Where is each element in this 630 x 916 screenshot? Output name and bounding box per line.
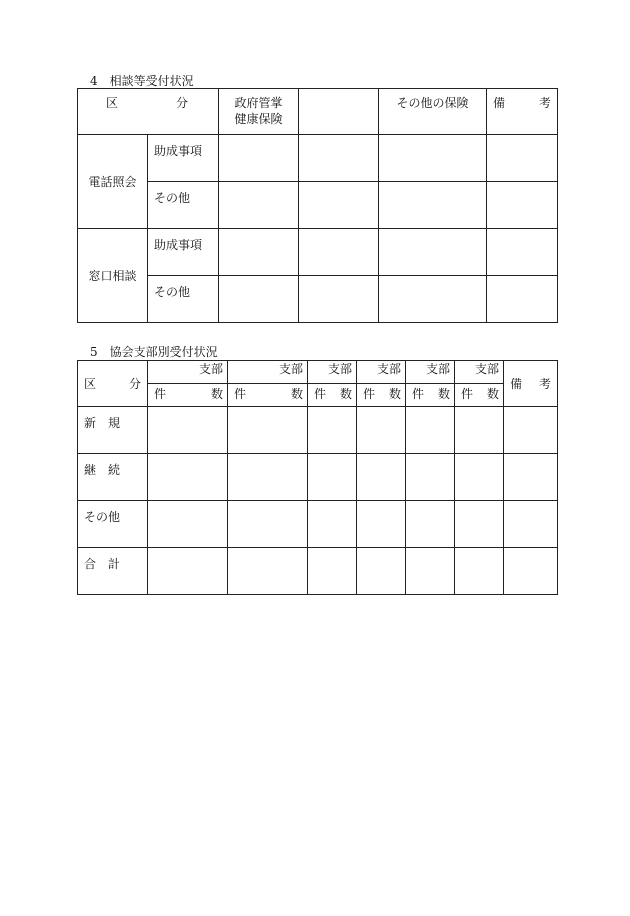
consultation-table bbox=[77, 88, 558, 323]
cell bbox=[487, 182, 558, 229]
branch-header: 支部 bbox=[406, 361, 455, 384]
cell bbox=[148, 548, 228, 595]
cell bbox=[504, 454, 558, 501]
cell bbox=[504, 548, 558, 595]
cell bbox=[219, 229, 299, 276]
branch-header: 支部 bbox=[455, 361, 504, 384]
cell bbox=[406, 407, 455, 454]
remarks-header: 備 考 bbox=[487, 89, 558, 135]
category-header: 区 分 bbox=[78, 361, 148, 407]
header-row bbox=[78, 361, 558, 384]
cell bbox=[219, 276, 299, 323]
table-row bbox=[78, 276, 558, 323]
row-label: 継 続 bbox=[78, 454, 148, 501]
count-header: 件 数 bbox=[308, 384, 357, 407]
cell bbox=[148, 407, 228, 454]
cell bbox=[406, 454, 455, 501]
cell bbox=[357, 548, 406, 595]
count-header: 件 数 bbox=[406, 384, 455, 407]
remarks-header: 備 考 bbox=[504, 361, 558, 407]
cell bbox=[228, 407, 308, 454]
row-label: その他 bbox=[78, 501, 148, 548]
row-label: 助成事項 bbox=[148, 135, 219, 182]
other-insurance-header: その他の保険 bbox=[379, 89, 487, 135]
cell bbox=[504, 407, 558, 454]
table-row bbox=[78, 182, 558, 229]
group-label-phone: 電話照会 bbox=[78, 135, 148, 229]
table-row bbox=[78, 501, 558, 548]
cell bbox=[504, 501, 558, 548]
cell bbox=[379, 182, 487, 229]
cell bbox=[379, 135, 487, 182]
cell bbox=[219, 182, 299, 229]
count-header: 件 数 bbox=[228, 384, 308, 407]
branch-table bbox=[77, 360, 558, 595]
section5-title: 5 協会支部別受付状況 bbox=[90, 345, 218, 359]
cell bbox=[406, 548, 455, 595]
cell bbox=[228, 454, 308, 501]
cell bbox=[228, 501, 308, 548]
row-label: その他 bbox=[148, 276, 219, 323]
row-label: 新 規 bbox=[78, 407, 148, 454]
cell bbox=[357, 501, 406, 548]
branch-header: 支部 bbox=[308, 361, 357, 384]
category-header: 区 分 bbox=[78, 89, 219, 135]
cell bbox=[357, 407, 406, 454]
branch-header: 支部 bbox=[357, 361, 406, 384]
header-row bbox=[78, 89, 558, 135]
cell bbox=[308, 454, 357, 501]
section4-title: 4 相談等受付状況 bbox=[90, 74, 194, 88]
row-label: 助成事項 bbox=[148, 229, 219, 276]
government-insurance-header: 政府管掌 健康保険 bbox=[219, 89, 299, 135]
blank-header bbox=[299, 89, 379, 135]
cell bbox=[487, 229, 558, 276]
branch-header: 支部 bbox=[148, 361, 228, 384]
row-label: 合 計 bbox=[78, 548, 148, 595]
cell bbox=[455, 407, 504, 454]
row-label: その他 bbox=[148, 182, 219, 229]
cell bbox=[299, 229, 379, 276]
cell bbox=[357, 454, 406, 501]
cell bbox=[379, 229, 487, 276]
cell bbox=[487, 276, 558, 323]
cell bbox=[406, 501, 455, 548]
cell bbox=[148, 454, 228, 501]
group-label-counter: 窓口相談 bbox=[78, 229, 148, 323]
cell bbox=[299, 135, 379, 182]
cell bbox=[455, 454, 504, 501]
table-row bbox=[78, 135, 558, 182]
cell bbox=[487, 135, 558, 182]
count-header: 件 数 bbox=[455, 384, 504, 407]
table-row bbox=[78, 454, 558, 501]
cell bbox=[379, 276, 487, 323]
cell bbox=[455, 548, 504, 595]
cell bbox=[299, 276, 379, 323]
cell bbox=[455, 501, 504, 548]
table-row bbox=[78, 407, 558, 454]
count-header-row bbox=[78, 384, 558, 407]
cell bbox=[308, 407, 357, 454]
cell bbox=[228, 548, 308, 595]
count-header: 件 数 bbox=[148, 384, 228, 407]
cell bbox=[308, 548, 357, 595]
cell bbox=[299, 182, 379, 229]
table-row bbox=[78, 548, 558, 595]
cell bbox=[148, 501, 228, 548]
cell bbox=[219, 135, 299, 182]
branch-header: 支部 bbox=[228, 361, 308, 384]
cell bbox=[308, 501, 357, 548]
count-header: 件 数 bbox=[357, 384, 406, 407]
table-row bbox=[78, 229, 558, 276]
